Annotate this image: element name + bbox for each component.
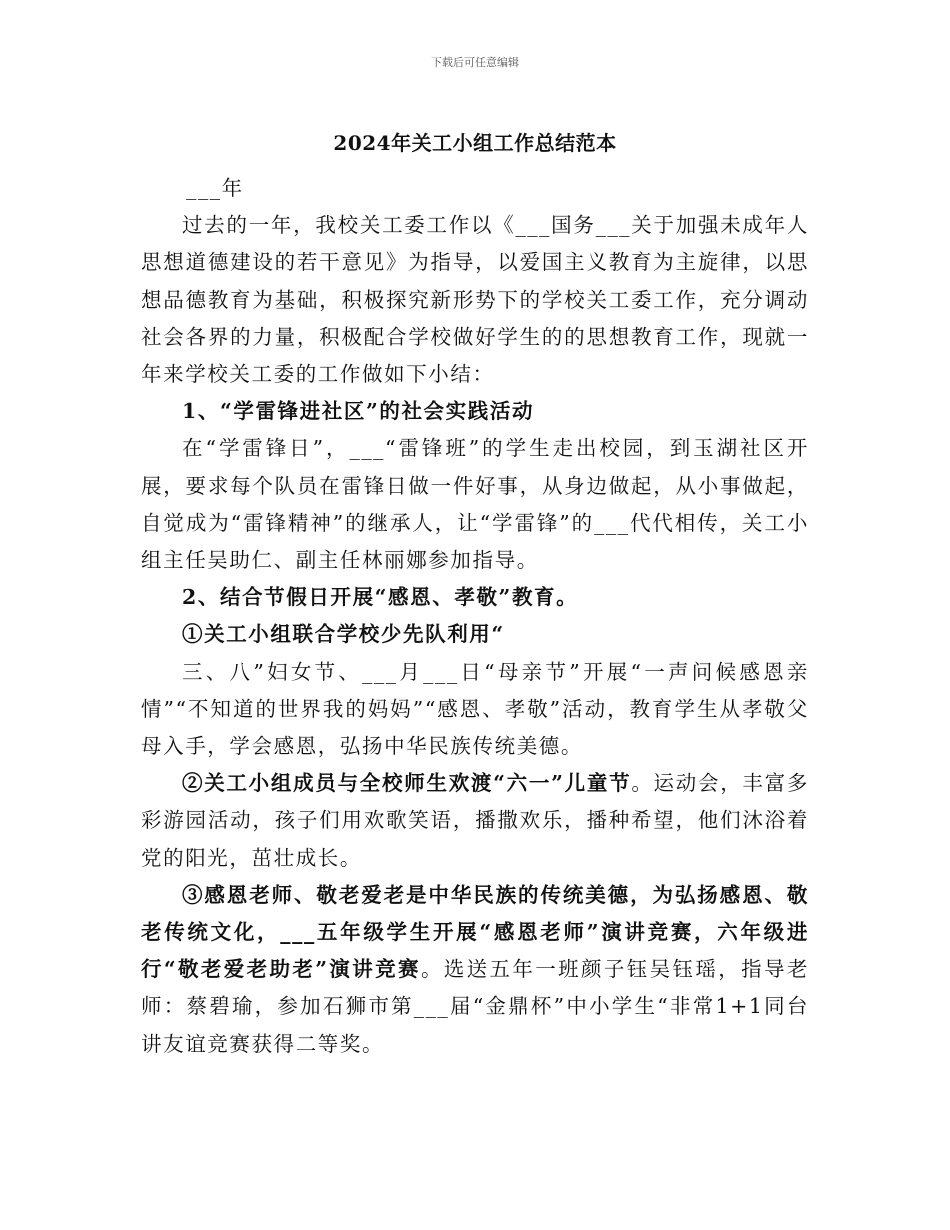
item1-heading: ①关工小组联合学校少先队利用“: [182, 622, 505, 647]
section1-paragraph: 在“学雷锋日”，___“雷锋班”的学生走出校园，到玉湖社区开展，要求每个队员在雷锋日做一件好事，从身边做起，从小事做起，自觉成为“雷锋精神”的继承人，让“学雷锋”的___代代相传，关工小组主任吴助仁、副主任林丽娜参加指导。: [141, 436, 809, 573]
item3-rest-text: 。选送五年一班颜子钰吴钰瑶，指导老师：蔡碧瑜，参加石狮市第___届“金鼎杯”中小学生“非常1+1同台讲友谊竞赛获得二等奖。: [141, 957, 809, 1056]
document-body: [141, 170, 809, 1063]
item3-bold-text: ③感恩老师、敬老爱老是中华民族的传统美德，为弘扬感恩、敬老传统文化，___五年级学生开展“感恩老师”演讲竞赛，六年级进行“敬老爱老助老”演讲竞赛: [141, 882, 809, 982]
item2-paragraph: [141, 765, 809, 877]
header-note: 下载后可任意编辑: [431, 56, 519, 69]
intro-paragraph: 过去的一年，我校关工委工作以《___国务___关于加强未成年人思想道德建设的若干意见》为指导，以爱国主义教育为主旋律，以思想品德教育为基础，积极探究新形势下的学校关工委工作，充分调动社会各界的力量，积极配合学校做好学生的的思想教育工作，现就一年来学校关工委的工作做如下小结：: [141, 213, 809, 387]
item3-paragraph: [141, 877, 809, 1063]
document-title: 2024年关工小组工作总结范本: [333, 131, 617, 155]
item1-paragraph: 三、八”妇女节、___月___日“母亲节”开展“一声问候感恩亲情”“不知道的世界我的妈妈”“感恩、孝敬”活动，教育学生从孝敬父母入手，学会感恩，弘扬中华民族传统美德。: [141, 659, 809, 759]
item2-bold-text: ②关工小组成员与全校师生欢渡“六一”儿童节: [182, 771, 632, 796]
section1-heading: 1、“学雷锋进社区”的社会实践活动: [182, 399, 535, 424]
year-line: ___年: [186, 176, 244, 200]
item2-rest-text: 。运动会，丰富多彩游园活动，孩子们用欢歌笑语，播撒欢乐，播种希望，他们沐浴着党的阳光，茁壮成长。: [141, 771, 809, 870]
section2-heading: 2、结合节假日开展“感恩、孝敬”教育。: [182, 585, 579, 610]
